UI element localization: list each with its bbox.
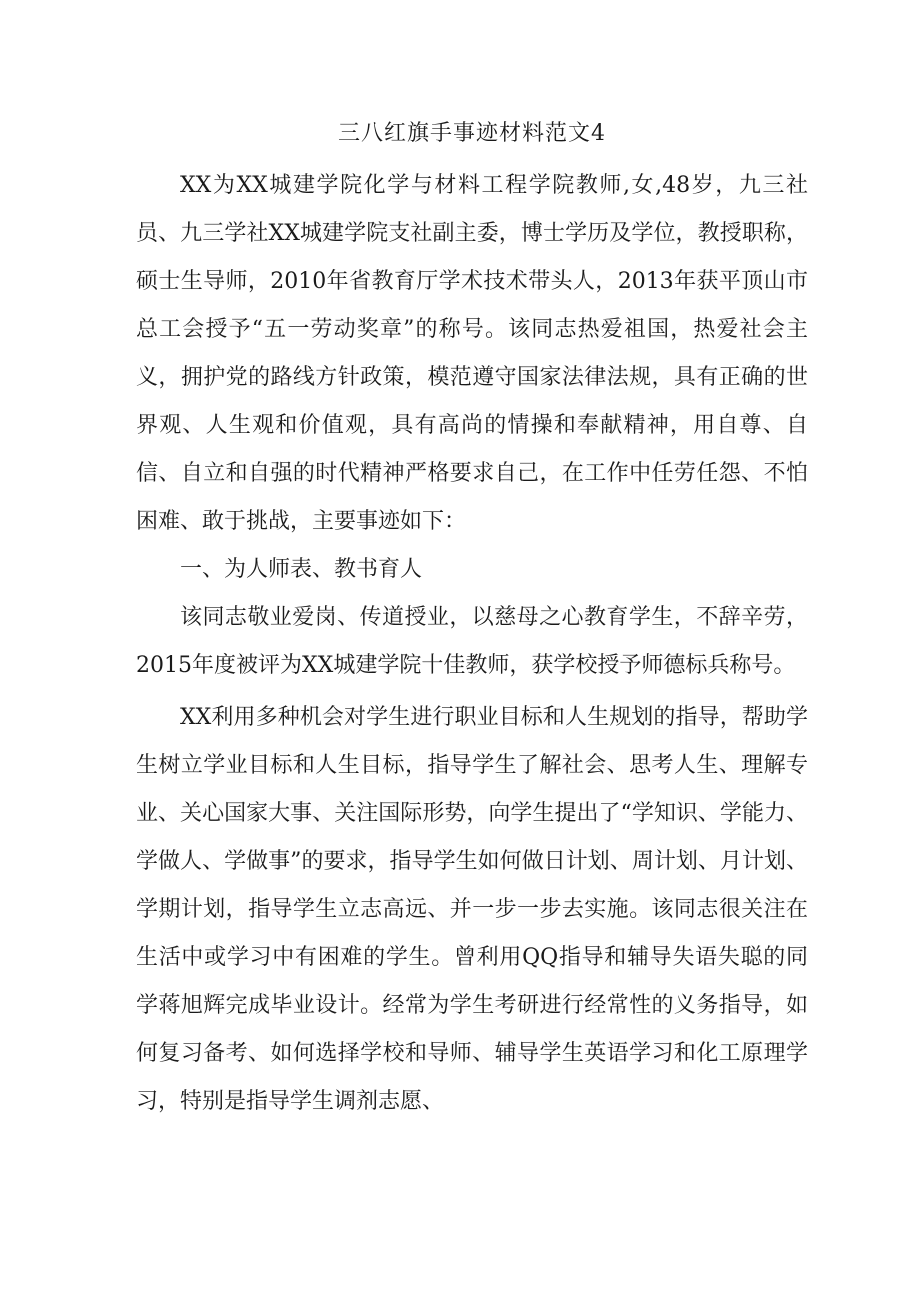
document-body: [136, 110, 808, 1126]
paragraph-teaching: 该同志敬业爱岗、传道授业，以慈母之心教育学生，不辞辛劳，2015年度被评为XX城建学院十佳教师，获学校授予师德标兵称号。: [136, 605, 808, 678]
document-title: 三八红旗手事迹材料范文4: [338, 121, 606, 146]
section-heading: 一、为人师表、教书育人: [180, 557, 423, 582]
paragraph-intro: XX为XX城建学院化学与材料工程学院教师,女,48岁，九三社员、九三学社XX城建学院支社副主委，博士学历及学位，教授职称，硕士生导师，2010年省教育厅学术技术带头人，2013年获平顶山市总工会授予“五一劳动奖章”的称号。该同志热爱祖国，热爱社会主义，拥护党的路线方针政策，模范遵守国家法律法规，具有正确的世界观、人生观和价值观，具有高尚的情操和奉献精神，用自尊、自信、自立和自强的时代精神严格要求自己，在工作中任劳任怨、不怕困难、敢于挑战，主要事迹如下：: [136, 173, 808, 534]
paragraph-guidance: XX利用多种机会对学生进行职业目标和人生规划的指导，帮助学生树立学业目标和人生目标，指导学生了解社会、思考人生、理解专业、关心国家大事、关注国际形势，向学生提出了“学知识、学能力、学做人、学做事”的要求，指导学生如何做日计划、周计划、月计划、学期计划，指导学生立志高远、并一步一步去实施。该同志很关注在生活中或学习中有困难的学生。曾利用QQ指导和辅导失语失聪的同学蒋旭辉完成毕业设计。经常为学生考研进行经常性的义务指导，如何复习备考、如何选择学校和导师、辅导学生英语学习和化工原理学习，特别是指导学生调剂志愿、: [136, 705, 808, 1114]
